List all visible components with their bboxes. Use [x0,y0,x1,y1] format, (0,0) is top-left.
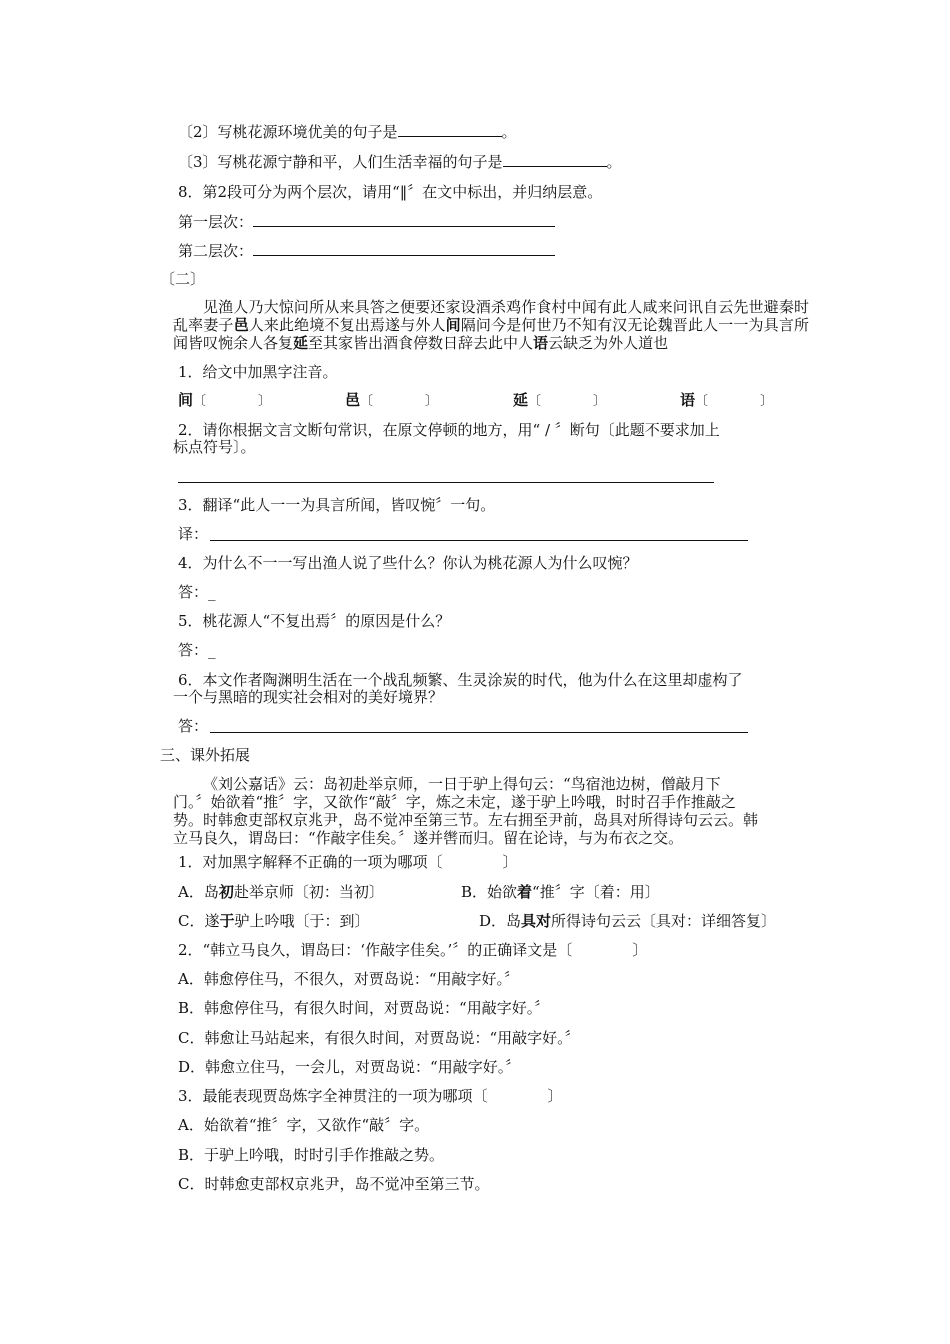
question-2-line-2: 标点符号〕。 [173,438,256,456]
question-text: 〔3〕写桃花源宁静和平，人们生活幸福的句子是 [178,153,503,171]
layer-label: 第一层次： [178,213,254,231]
bold-char: 间 [445,316,461,334]
option-b[interactable]: B．韩愈停住马，有很久时间，对贾岛说：“用敲字好。〞 [178,999,550,1017]
question-text: 〔2〕写桃花源环境优美的句子是 [178,123,398,141]
question-1: 1．给文中加黑字注音。 [178,363,338,381]
answer-blank[interactable] [253,241,555,256]
option-d[interactable]: D．岛具对所得诗句云云〔具对：详细答复〕 [479,912,777,930]
question-4: 4．为什么不一一写出渔人说了些什么？你认为桃花源人为什么叹惋？ [178,554,638,572]
answer-paren[interactable]: 〔 〕 [360,394,439,409]
extra-passage-line: 势。时韩愈吏部权京兆尹，岛不觉冲至第三节。左右拥至尹前，岛具对所得诗句云云。韩 [173,811,759,829]
answer-line[interactable] [178,482,714,483]
option-c[interactable]: C．遂于驴上吟哦〔于：到〕 [178,912,370,930]
answer-blank[interactable] [398,122,502,137]
section-heading: 三、课外拓展 [160,746,251,764]
question-3: 3．最能表现贾岛炼字全神贯注的一项为哪项〔 〕 [178,1087,563,1105]
extra-passage-line: 《刘公嘉话》云：岛初赴举京师，一日于驴上得句云：“鸟宿池边树，僧敲月下 [203,775,721,793]
pinyin-item: 间〔 〕 [178,391,272,409]
answer-blank[interactable] [253,212,555,227]
question-2-line-1: 2．请你根据文言文断句常识，在原文停顿的地方，用“ / 〞断句〔此题不要求加上 [178,421,720,439]
bold-char: 语 [533,334,549,352]
question-3: 3．翻译“此人一一为具言所闻，皆叹惋〞一句。 [178,496,496,514]
option-a[interactable]: A．岛初赴举京师〔初：当初〕 [178,883,384,901]
extra-passage-line: 门。〞始欲着“推〞字，又欲作“敲〞字，炼之未定，遂于驴上吟哦，时时召手作推敲之 [173,793,736,811]
question-8: 8．第2段可分为两个层次，请用“‖〞在文中标出，并归纳层意。 [178,183,603,201]
pinyin-item: 语〔 〕 [680,391,774,409]
answer-blank[interactable] [503,152,607,167]
section-heading: 〔二〕 [160,270,206,288]
option-b[interactable]: B．始欲着“推〞字〔着：用〕 [461,883,660,901]
question-2: 2．“韩立马良久，谓岛曰：‘作敲字佳矣。’〞的正确译文是〔 〕 [178,941,648,959]
option-c[interactable]: C．韩愈让马站起来，有很久时间，对贾岛说：“用敲字好。〞 [178,1029,580,1047]
pinyin-item: 延〔 〕 [513,391,607,409]
option-a[interactable]: A．韩愈停住马，不很久，对贾岛说：“用敲字好。〞 [178,970,520,988]
question-1: 1．对加黑字解释不正确的一项为哪项〔 〕 [178,853,518,871]
answer-4-label: 答：_ [178,583,216,601]
question-3-line: 〔3〕写桃花源宁静和平，人们生活幸福的句子是 。 [178,153,622,171]
answer-paren[interactable]: 〔 〕 [695,394,774,409]
bold-char: 延 [293,334,309,352]
classical-passage: 见渔人乃大惊问所从来具答之便要还家设酒杀鸡作食村中闻有此人咸来问讯自云先世避秦时乱率妻子邑人来此绝境不复出焉遂与外人间隔问今是何世乃不知有汉无论魏晋此人一一为具言所闻皆叹惋余人各复延至其家皆出酒食停数日辞去此中人语云缺乏为外人道也 [173,298,809,352]
layer-1-line [178,212,555,232]
question-5: 5．桃花源人“不复出焉〞的原因是什么？ [178,612,451,630]
extra-passage-line: 立马良久，谓岛曰：“作敲字佳矣。〞遂并辔而归。留在论诗，与为布衣之交。 [173,829,684,847]
answer-5-label: 答：_ [178,641,216,659]
pinyin-item: 邑〔 〕 [345,391,439,409]
answer-3-label: 译： [178,525,209,543]
layer-label: 第二层次： [178,242,254,260]
answer-line[interactable] [210,732,748,733]
question-6-line-2: 一个与黑暗的现实社会相对的美好境界？ [173,688,444,706]
option-c[interactable]: C．时韩愈吏部权京兆尹，岛不觉冲至第三节。 [178,1175,490,1193]
question-6-line-1: 6．本文作者陶渊明生活在一个战乱频繁、生灵涂炭的时代，他为什么在这里却虚构了 [178,671,743,689]
bold-char: 邑 [233,316,249,334]
option-d[interactable]: D．韩愈立住马，一会儿，对贾岛说：“用敲字好。〞 [178,1058,521,1076]
answer-line[interactable] [210,540,748,541]
option-b[interactable]: B．于驴上吟哦，时时引手作推敲之势。 [178,1146,445,1164]
option-a[interactable]: A．始欲着“推〞字，又欲作“敲〞字。 [178,1116,430,1134]
layer-2-line [178,241,555,261]
question-2-line: 〔2〕写桃花源环境优美的句子是 。 [178,123,517,141]
answer-6-label: 答： [178,717,209,735]
answer-paren[interactable]: 〔 〕 [193,394,272,409]
answer-paren[interactable]: 〔 〕 [528,394,607,409]
